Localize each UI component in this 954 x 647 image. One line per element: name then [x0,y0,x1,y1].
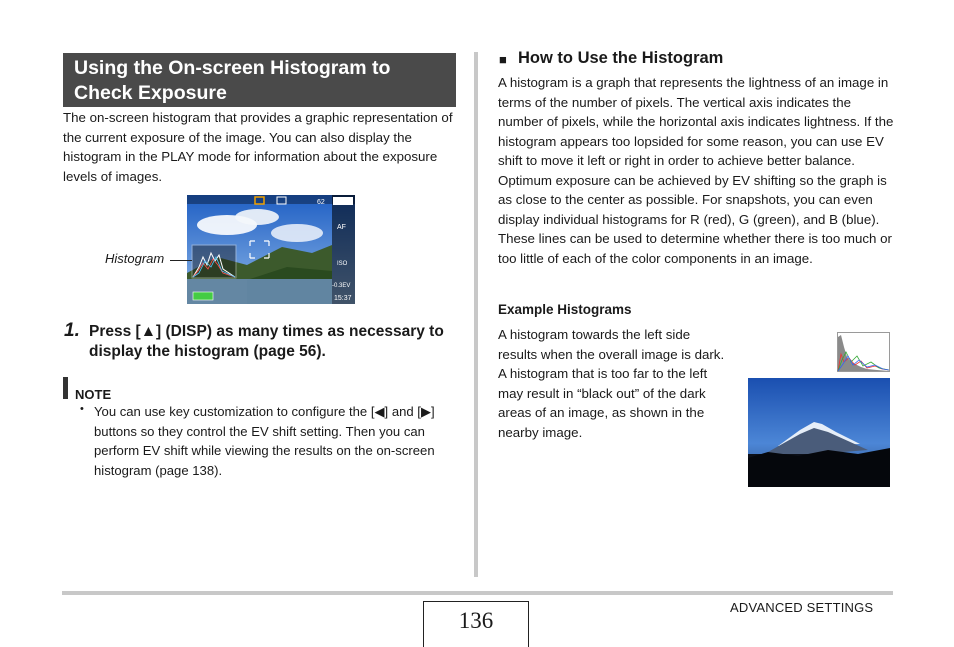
example-histogram-image [837,332,890,372]
histogram-callout-line [170,260,192,261]
step-number: 1. [64,320,80,341]
histogram-callout-label: Histogram [105,251,165,266]
step-text: Press [▲] (DISP) as many times as necessary to display the histogram (page 56). [89,323,444,360]
ev-indicator: -0.3EV [332,283,351,289]
example-paragraph: A histogram towards the left side results when the overall image is dark. A histogram that is too far to the left may result in “black out” of the dark areas of an image, as shown in the nearby image. [498,327,725,440]
shots-remaining: 62 [317,199,325,206]
page-number: 136 [423,601,529,647]
footer-divider [62,591,893,595]
note-title: NOTE [75,387,112,402]
how-to-paragraph: A histogram is a graph that represents the lightness of an image in terms of the number of pixels. The vertical axis indicates the number of pixels, while the horizontal axis indicates lightness. If the histogram appears too lopsided for some reason, you can use EV shift to move it left or right in order to achieve better balance. Optimum exposure can be achieved by EV shifting so the graph is as close to the center as possible. For snapshots, you can even display individual histograms for R (red), G (green), and B (blue). These lines can be used to determine whether there is too much or too little of each of the color components in an image. [498,75,894,266]
note-marker [63,377,68,399]
camera-screen-image [187,195,355,304]
square-bullet-icon: ■ [499,52,507,67]
intro-paragraph: The on-screen histogram that provides a graphic representation of the current exposure of the image. You can also display the histogram in the PLAY mode for information about the exposure levels of images. [63,110,453,184]
section-label: ADVANCED SETTINGS [730,600,874,615]
note-text: You can use key customization to configure the [◀] and [▶] buttons so they control the EV shift setting. Then you can perform EV shift while viewing the results on the on-screen histogram (page 138). [94,404,435,478]
section-title: Using the On-screen Histogram to Check Exposure [63,53,456,107]
note-bullet: • [80,403,84,415]
af-indicator: AF [337,224,346,231]
example-title: Example Histograms [498,302,632,317]
time-indicator: 15:37 [334,295,352,302]
iso-indicator: ISO [337,261,348,267]
dark-mountain-photo [748,378,890,487]
how-to-title: How to Use the Histogram [518,49,724,67]
column-divider [474,52,478,577]
